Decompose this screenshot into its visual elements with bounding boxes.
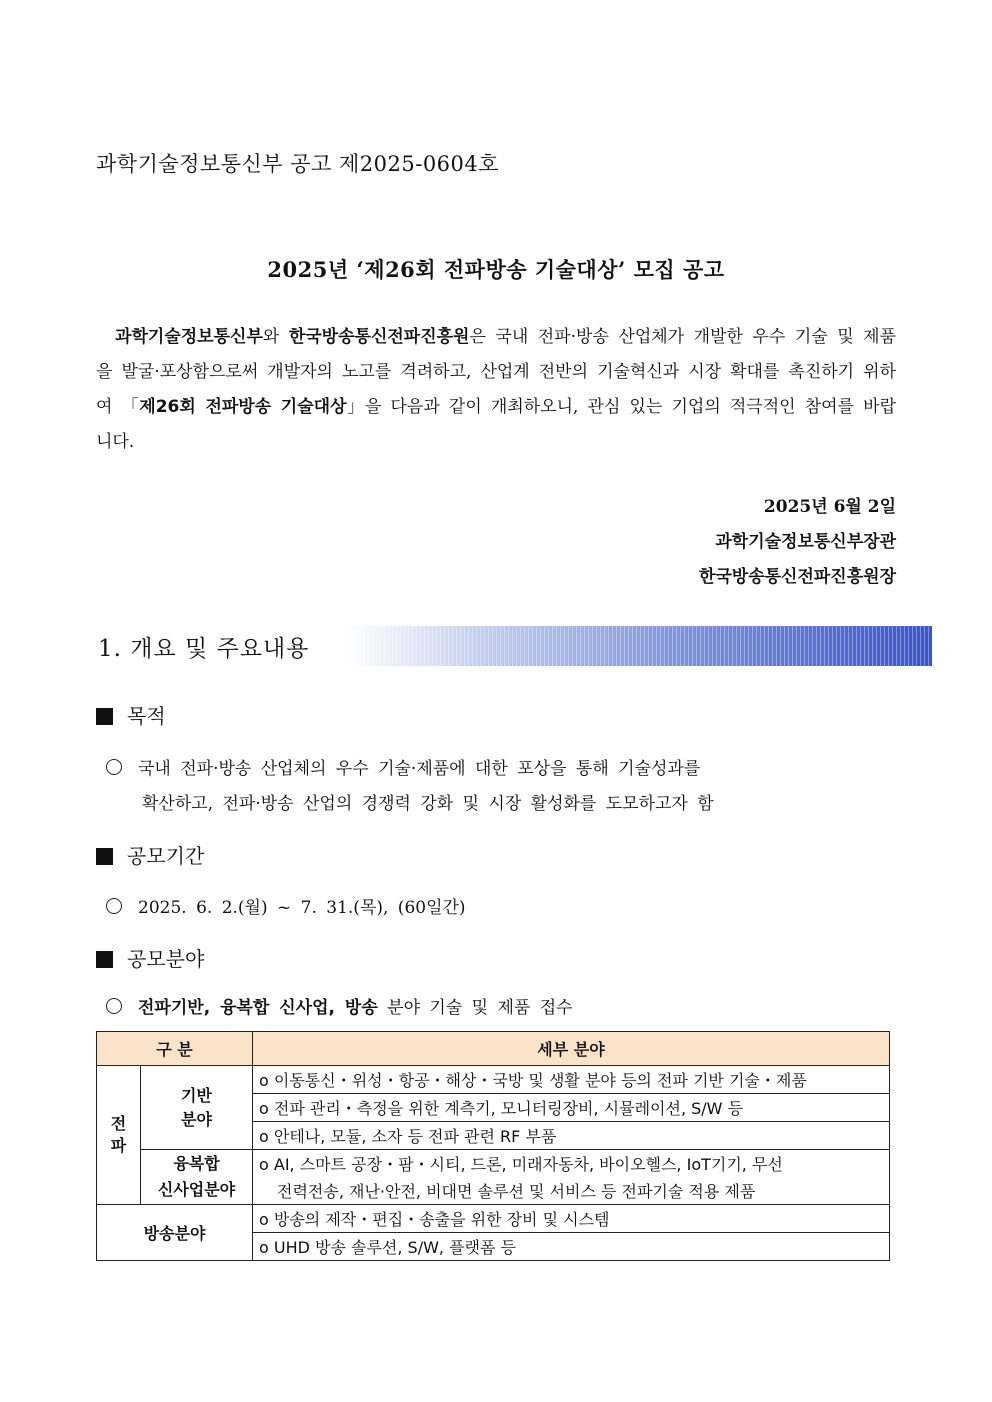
radio-base-item: o 이동통신・위성・항공・해상・국방 및 생활 분야 등의 전파 기반 기술・제품: [253, 1066, 890, 1094]
intro-award-name: 제26회 전파방송 기술대상: [139, 397, 347, 417]
fields-summary-rest: 분야 기술 및 제품 접수: [377, 998, 573, 1018]
convergence-item-2: 전력전송, 재난·안전, 비대면 솔루션 및 서비스 등 전파기술 적용 제품: [253, 1177, 890, 1205]
purpose-heading: [96, 700, 166, 729]
table-row: [97, 1150, 890, 1178]
circle-bullet-icon: [106, 759, 122, 775]
table-row: [97, 1205, 890, 1233]
section-header-bar: [96, 626, 932, 666]
radio-base-item: o 전파 관리・측정을 위한 계측기, 모니터링장비, 시뮬레이션, S/W 등: [253, 1094, 890, 1122]
table-row: [97, 1066, 890, 1094]
broadcast-item: o UHD 방송 솔루션, S/W, 플랫폼 등: [253, 1233, 890, 1261]
intro-text2: 」을 다음과 같이 개최하오니, 관심 있는 기업의 적극적인 참여를 바랍니다.: [96, 397, 896, 452]
radio-base-item: o 안테나, 모듈, 소자 등 전파 관련 RF 부품: [253, 1122, 890, 1150]
fields-summary-bold: 전파기반, 융복합 신사업, 방송: [138, 998, 378, 1018]
intro-conj1: 와: [262, 327, 289, 347]
purpose-line-1: [106, 754, 700, 779]
intro-paragraph: [96, 320, 896, 460]
table-header-row: [97, 1032, 890, 1066]
intro-org2: 한국방송통신전파진흥원: [288, 327, 470, 347]
fields-heading-text: 공모분야: [127, 947, 205, 971]
broadcast-label: 방송분야: [97, 1205, 253, 1261]
section-title: 1. 개요 및 주요내용: [98, 636, 310, 662]
intro-org1: 과학기술정보통신부: [115, 327, 263, 347]
signature-minister: 과학기술정보통신부장관: [715, 532, 896, 552]
square-bullet-icon: [96, 848, 113, 865]
signature-agency-head: 한국방송통신전파진흥원장: [698, 567, 896, 587]
period-heading: [96, 840, 204, 869]
purpose-heading-text: 목적: [127, 704, 166, 728]
circle-bullet-icon: [106, 998, 122, 1014]
radio-base-label-2: 분야: [181, 1109, 212, 1129]
period-heading-text: 공모기간: [127, 844, 205, 868]
table-header-detail: 세부 분야: [253, 1032, 890, 1066]
table-header-category: 구 분: [97, 1032, 253, 1066]
purpose-text-1: 국내 전파·방송 산업체의 우수 기술·제품에 대한 포상을 통해 기술성과를: [138, 759, 701, 779]
fields-heading: [96, 943, 204, 972]
circle-bullet-icon: [106, 898, 122, 914]
section-bar-stripes: [356, 626, 932, 666]
fields-table: [96, 1031, 890, 1261]
convergence-item-1: o AI, 스마트 공장・팜・시티, 드론, 미래자동차, 바이오헬스, IoT기기, 무선: [253, 1150, 890, 1178]
radio-base-label-1: 기반: [181, 1085, 212, 1105]
convergence-label: [141, 1150, 253, 1205]
purpose-line-2: 확산하고, 전파·방송 산업의 경쟁력 강화 및 시장 활성화를 도모하고자 함: [142, 794, 714, 814]
page-title: 2025년 ‘제26회 전파방송 기술대상’ 모집 공고: [267, 257, 725, 282]
intro-text1: 은 국내 전파·방송 산업체가 개발한 우수 기술 및 제품을 발굴·포상함으로써 개발자의 노고를 격려하고, 산업계 전반의 기술혁신과 시장 확대를 촉진하기 위하여 「: [96, 327, 896, 417]
square-bullet-icon: [96, 951, 113, 968]
period-text: 2025. 6. 2.(월) ~ 7. 31.(목), (60일간): [138, 898, 466, 918]
radio-group-label: 전 파: [97, 1066, 141, 1205]
signature-date: 2025년 6월 2일: [763, 497, 896, 517]
convergence-label-1: 융복합: [173, 1154, 220, 1173]
radio-base-label: [141, 1066, 253, 1150]
convergence-label-2: 신사업분야: [157, 1180, 236, 1199]
fields-summary: [106, 993, 573, 1018]
period-line: [106, 893, 466, 918]
square-bullet-icon: [96, 708, 113, 725]
broadcast-item: o 방송의 제작・편집・송출을 위한 장비 및 시스템: [253, 1205, 890, 1233]
notice-number: 과학기술정보통신부 공고 제2025-0604호: [96, 152, 500, 176]
